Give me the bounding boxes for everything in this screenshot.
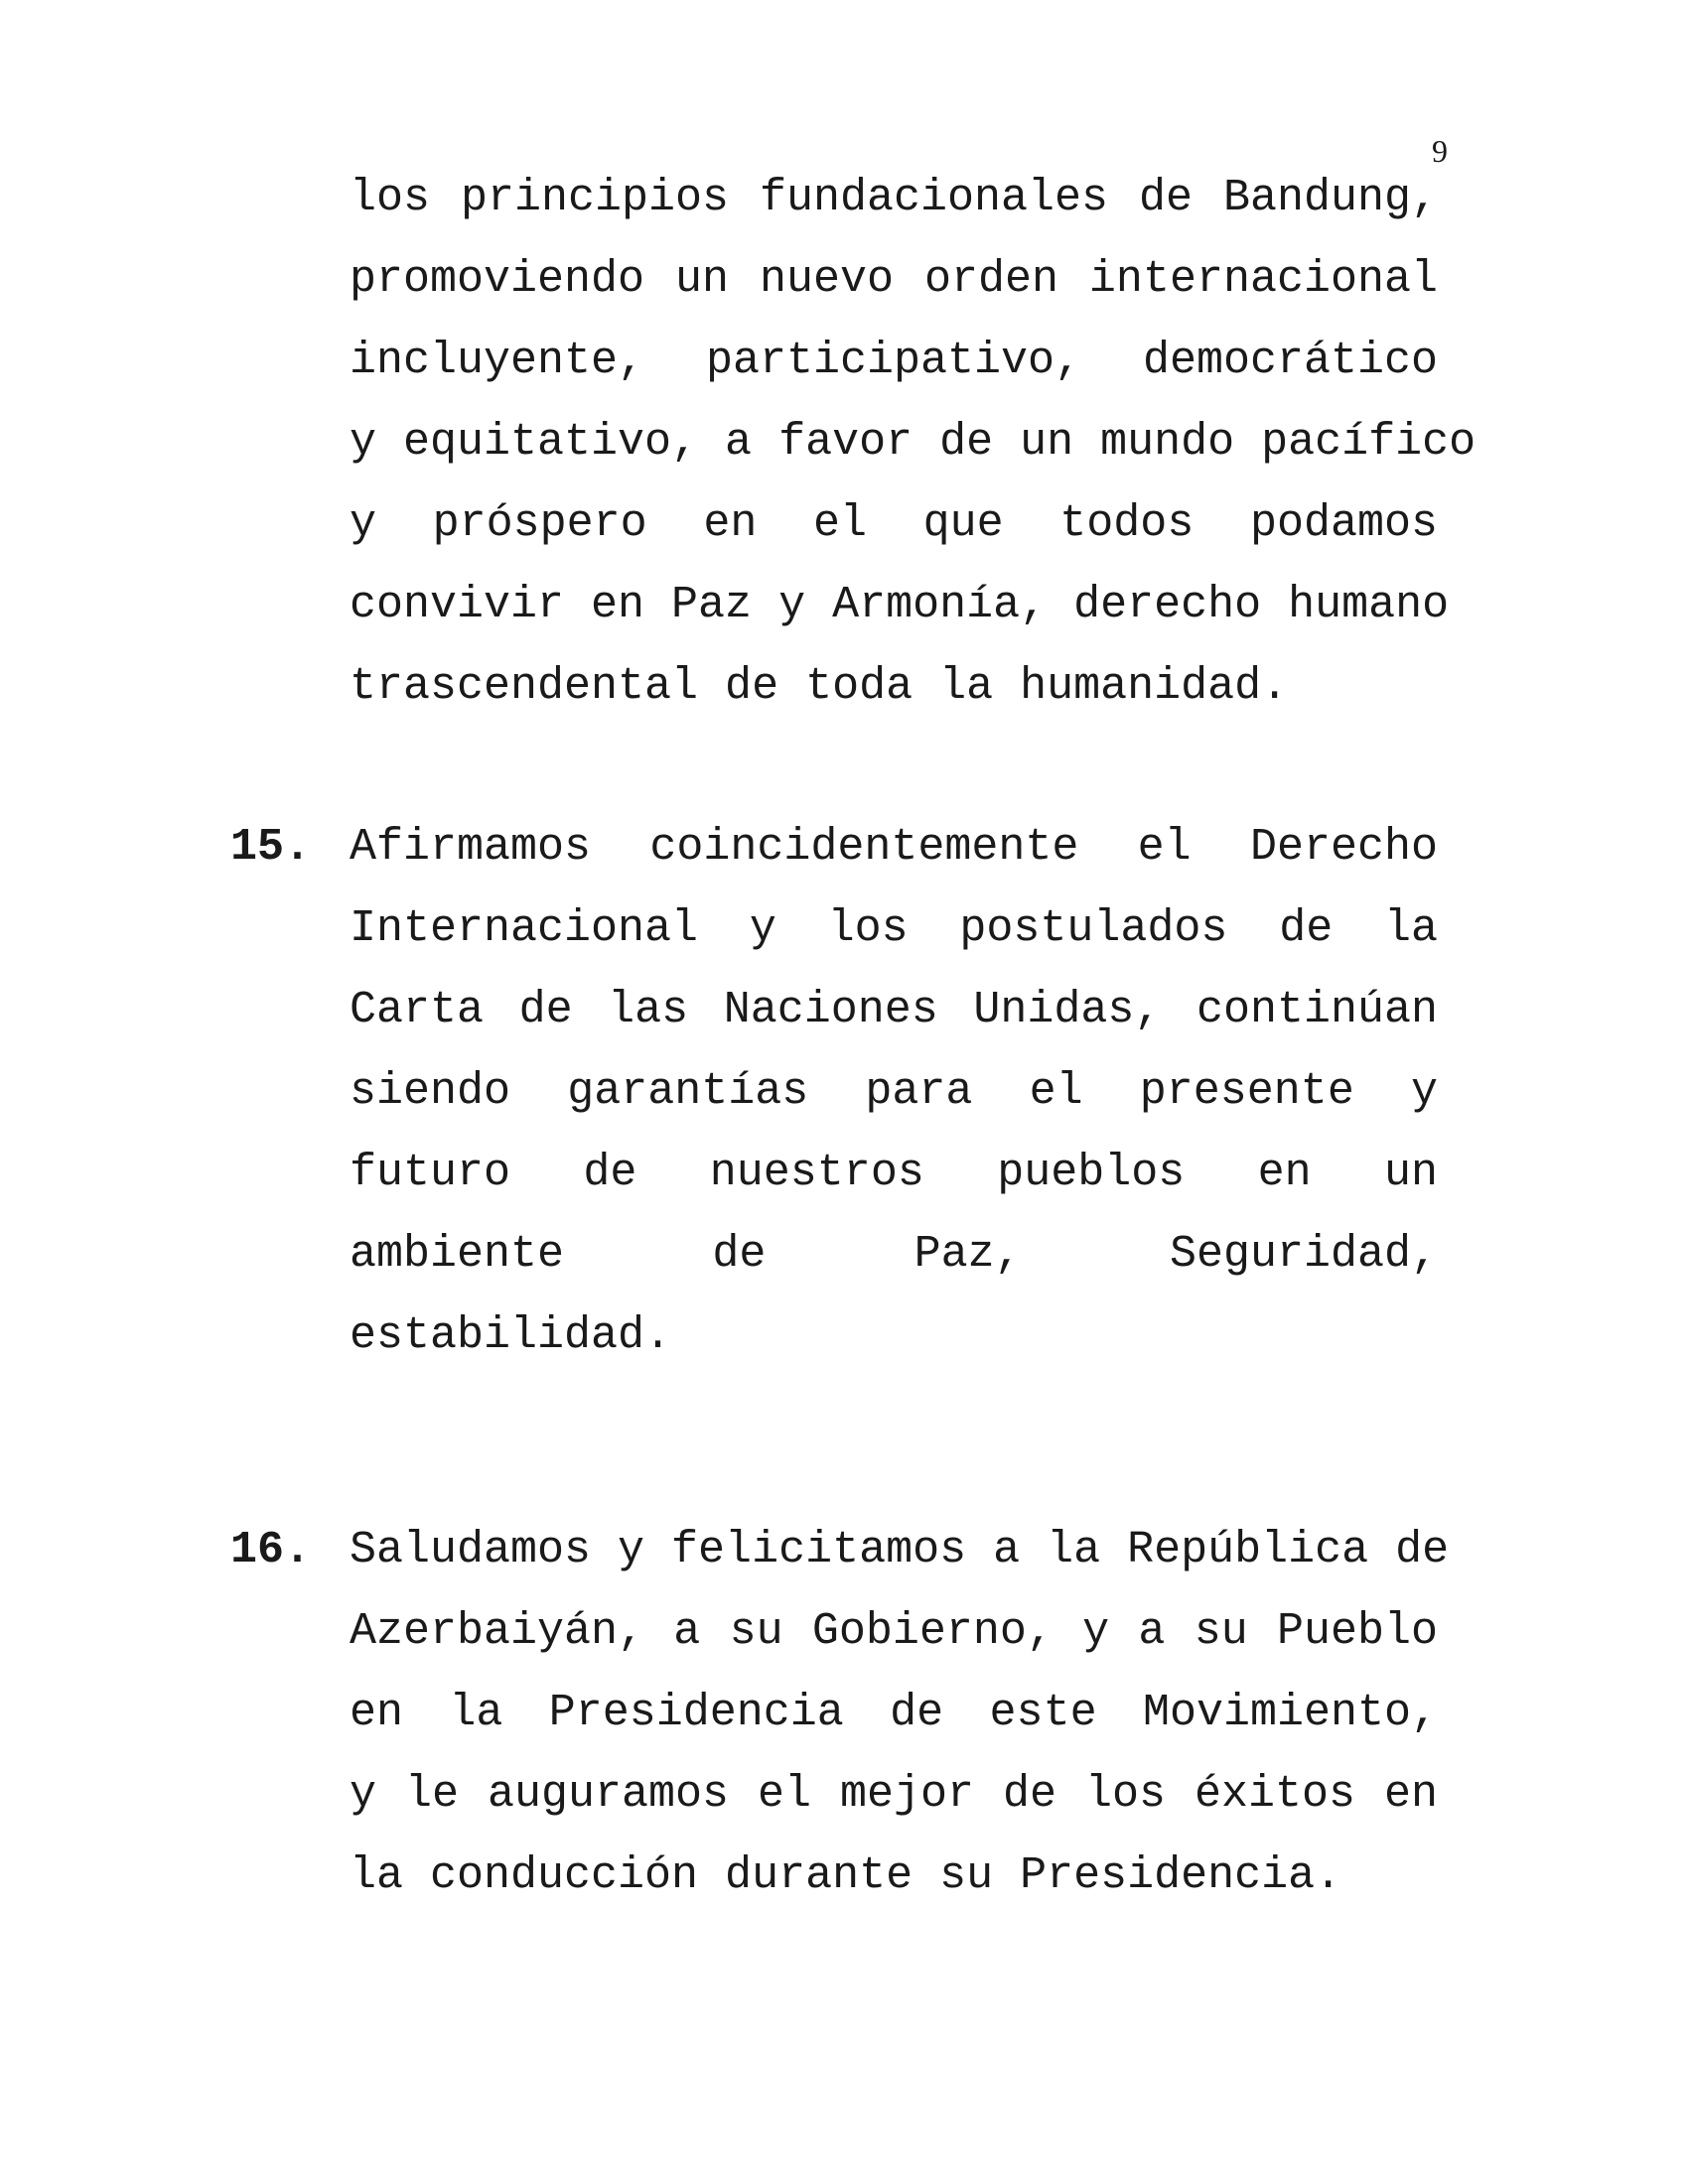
paragraph-line: promoviendo un nuevo orden internacional	[350, 254, 1438, 305]
paragraph-line: estabilidad.	[350, 1310, 672, 1361]
paragraph-line: Saludamos y felicitamos a la República de	[350, 1525, 1450, 1575]
page-number: 9	[1432, 133, 1448, 169]
paragraph-line: la conducción durante su Presidencia.	[350, 1850, 1342, 1901]
paragraph-line: Afirmamos coincidentemente el Derecho	[350, 822, 1438, 873]
paragraph-line: convivir en Paz y Armonía, derecho humano	[350, 580, 1450, 630]
paragraph-line: los principios fundacionales de Bandung,	[350, 173, 1438, 223]
paragraph-line: incluyente, participativo, democrático	[350, 336, 1438, 386]
paragraph-number: 15.	[230, 822, 312, 873]
paragraph-line: trascendental de toda la humanidad.	[350, 661, 1289, 712]
paragraph-line: y equitativo, a favor de un mundo pacífico	[350, 417, 1477, 468]
paragraph-number: 16.	[230, 1525, 312, 1575]
paragraph-line: y le auguramos el mejor de los éxitos en	[350, 1769, 1438, 1820]
paragraph-line: siendo garantías para el presente y	[350, 1066, 1438, 1117]
paragraph-line: en la Presidencia de este Movimiento,	[350, 1688, 1438, 1738]
paragraph-line: y próspero en el que todos podamos	[350, 498, 1438, 549]
paragraph-line: Azerbaiyán, a su Gobierno, y a su Pueblo	[350, 1606, 1438, 1657]
paragraph-line: Internacional y los postulados de la	[350, 903, 1438, 954]
paragraph-line: ambiente de Paz, Seguridad,	[350, 1229, 1438, 1280]
paragraph-line: Carta de las Naciones Unidas, continúan	[350, 985, 1438, 1035]
paragraph-line: futuro de nuestros pueblos en un	[350, 1148, 1438, 1198]
